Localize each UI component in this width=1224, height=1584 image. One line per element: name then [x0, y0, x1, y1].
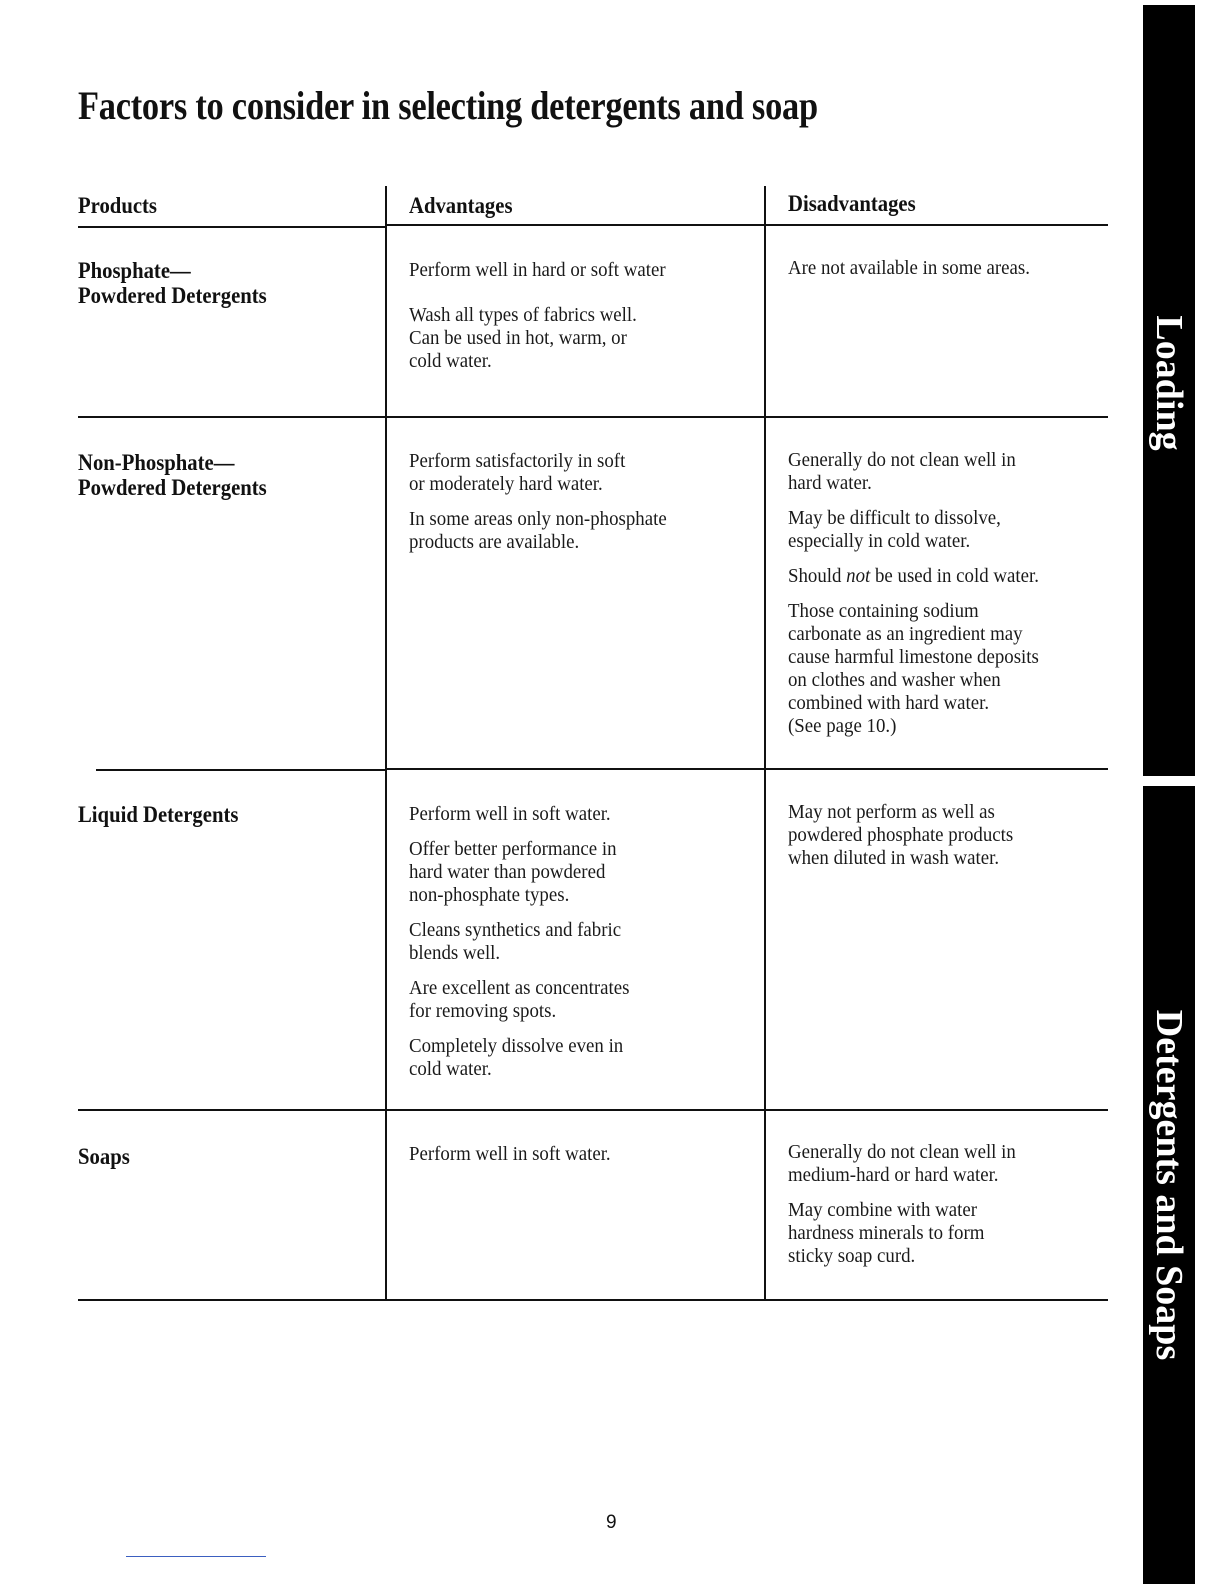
row-divider-1	[78, 416, 1108, 418]
product-name: Soaps	[78, 1144, 130, 1169]
disadvantage-item: Generally do not clean well in medium-hard or hard water.	[788, 1141, 1016, 1186]
emphasis-text: not	[846, 565, 871, 587]
advantage-item: Offer better performance in hard water than powdered non-phosphate types.	[409, 838, 617, 906]
advantage-item: Perform well in hard or soft water	[409, 259, 666, 281]
column-divider-2	[764, 186, 766, 1300]
disadvantage-item: Those containing sodium carbonate as an ingredient may cause harmful limestone deposits on clothes and washer when combined with hard water. (See page 10.)	[788, 600, 1039, 737]
product-soaps	[78, 1144, 130, 1169]
advantage-item: Completely dissolve even in cold water.	[409, 1035, 624, 1080]
advantage-item: Perform well in soft water.	[409, 1143, 611, 1165]
row-divider-2-right	[386, 768, 1108, 770]
disadvantage-item: May not perform as well as powdered phosphate products when diluted in wash water.	[788, 801, 1014, 869]
product-type: Powdered Detergents	[78, 283, 267, 308]
row-divider-2-left	[96, 769, 386, 771]
disadvantages-soaps	[788, 1141, 1082, 1280]
disadvantage-item: May be difficult to dissolve, especially in cold water.	[788, 507, 1001, 552]
product-type: Powdered Detergents	[78, 475, 267, 500]
advantage-item: Perform satisfactorily in soft or moderately hard water.	[409, 450, 626, 495]
column-header-products: Products	[78, 193, 157, 218]
disadvantage-item	[788, 565, 1082, 588]
advantages-phosphate	[409, 259, 722, 385]
product-name: Non-Phosphate—	[78, 450, 235, 475]
disadvantages-non-phosphate	[788, 449, 1082, 750]
product-name: Phosphate—	[78, 258, 191, 283]
side-tab-loading	[1143, 5, 1195, 776]
side-tab-detergents	[1143, 786, 1195, 1584]
advantage-item: Wash all types of fabrics well. Can be used in hot, warm, or cold water.	[409, 304, 637, 372]
disadvantages-liquid	[788, 801, 1082, 882]
product-liquid	[78, 802, 238, 827]
column-header-advantages: Advantages	[409, 193, 513, 218]
advantage-item: Are excellent as concentrates for removing spots.	[409, 977, 630, 1022]
disadvantages-phosphate	[788, 257, 1082, 292]
product-non-phosphate	[78, 450, 267, 500]
side-tab-label: Detergents and Soaps	[1148, 1009, 1190, 1361]
header-rule-products	[78, 226, 386, 228]
row-divider-3	[78, 1109, 1108, 1111]
product-phosphate	[78, 258, 267, 308]
product-name: Liquid Detergents	[78, 802, 239, 827]
advantages-soaps	[409, 1143, 722, 1178]
header-rule-right	[386, 224, 1108, 226]
disadvantage-item: Are not available in some areas.	[788, 257, 1030, 279]
column-divider-1	[385, 186, 387, 1300]
table-bottom-rule	[78, 1299, 1108, 1301]
text-segment: Should	[788, 565, 847, 587]
disadvantage-item: May combine with water hardness minerals to form sticky soap curd.	[788, 1199, 985, 1267]
side-tab-label: Loading	[1148, 315, 1190, 451]
footer-rule	[126, 1556, 266, 1557]
advantage-item: In some areas only non-phosphate products are available.	[409, 508, 667, 553]
disadvantage-item: Generally do not clean well in hard water.	[788, 449, 1016, 494]
page-number: 9	[606, 1512, 617, 1533]
advantages-liquid	[409, 803, 722, 1093]
advantage-item: Cleans synthetics and fabric blends well.	[409, 919, 622, 964]
advantages-non-phosphate	[409, 450, 722, 566]
page-title: Factors to consider in selecting detergents and soap	[78, 83, 818, 128]
advantage-item: Perform well in soft water.	[409, 803, 611, 825]
column-header-disadvantages: Disadvantages	[788, 191, 916, 216]
text-segment: be used in cold water.	[870, 565, 1039, 587]
